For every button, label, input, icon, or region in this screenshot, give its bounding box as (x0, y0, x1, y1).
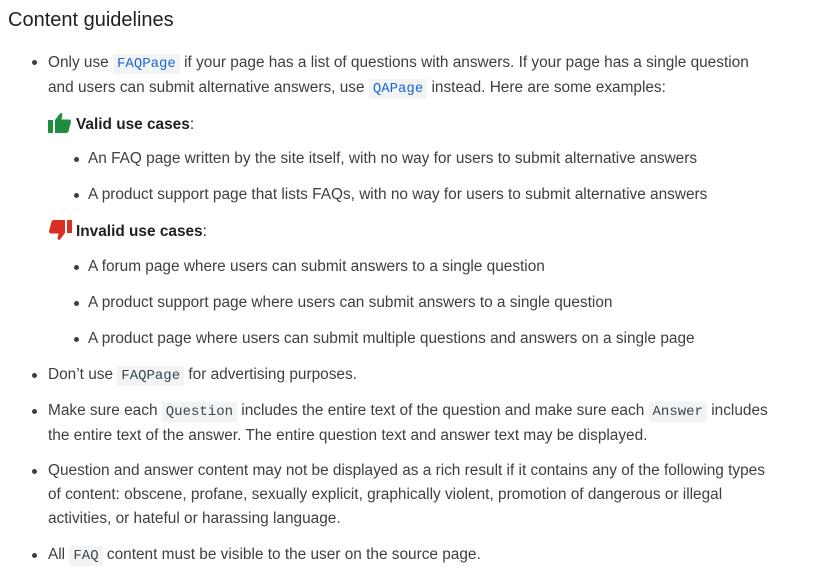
bullet-dot (74, 157, 79, 162)
code-faqpage[interactable]: FAQPage (117, 366, 184, 386)
code-qapage[interactable]: QAPage (369, 79, 427, 99)
guideline-question-answer-text (48, 399, 808, 448)
invalid-use-cases-heading: Invalid use cases: (48, 219, 207, 249)
guideline-line: Make sure each Question includes the entire text of the question and make sure each Answer includes (48, 402, 768, 420)
guideline-line: Only use FAQPage if your page has a list of questions with answers. If your page has a single question (48, 54, 749, 72)
guideline-line: and users can submit alternative answers, use QAPage instead. Here are some examples: (48, 79, 666, 97)
bullet-dot (74, 265, 79, 270)
thumbs-up-icon (48, 112, 72, 142)
guideline-faqpage-usage (48, 51, 808, 101)
valid-case-item: A product support page that lists FAQs, with no way for users to submit alternative answers (88, 186, 708, 203)
bullet-dot (74, 337, 79, 342)
invalid-case-item: A product support page where users can submit answers to a single question (88, 294, 613, 311)
code-question[interactable]: Question (162, 402, 237, 422)
bullet-dot (32, 60, 37, 65)
bullet-dot (32, 373, 37, 378)
code-faq[interactable]: FAQ (69, 546, 102, 566)
thumbs-down-icon (48, 219, 72, 249)
guideline-line: Question and answer content may not be displayed as a rich result if it contains any of the following types (48, 462, 765, 479)
bullet-dot (32, 469, 37, 474)
code-faqpage[interactable]: FAQPage (113, 54, 180, 74)
valid-case-item: An FAQ page written by the site itself, with no way for users to submit alternative answers (88, 150, 698, 167)
invalid-case-item: A forum page where users can submit answers to a single question (88, 258, 545, 275)
bullet-dot (74, 301, 79, 306)
invalid-case-item: A product page where users can submit multiple questions and answers on a single page (88, 330, 695, 347)
guideline-line: of content: obscene, profane, sexually explicit, graphically violent, promotion of dangerous or illegal (48, 486, 723, 503)
page-title: Content guidelines (8, 9, 174, 31)
guideline-advertising: Don’t use FAQPage for advertising purposes. (48, 366, 357, 384)
guideline-line: activities, or hateful or harassing language. (48, 510, 341, 527)
guideline-visible-content: All FAQ content must be visible to the user on the source page. (48, 546, 481, 564)
bullet-dot (32, 553, 37, 558)
bullet-dot (32, 409, 37, 414)
valid-use-cases-heading: Valid use cases: (48, 112, 194, 142)
guideline-line: the entire text of the answer. The entire question text and answer text may be displayed. (48, 427, 648, 444)
code-answer[interactable]: Answer (649, 402, 707, 422)
bullet-dot (74, 193, 79, 198)
guideline-restricted-content (48, 459, 813, 531)
